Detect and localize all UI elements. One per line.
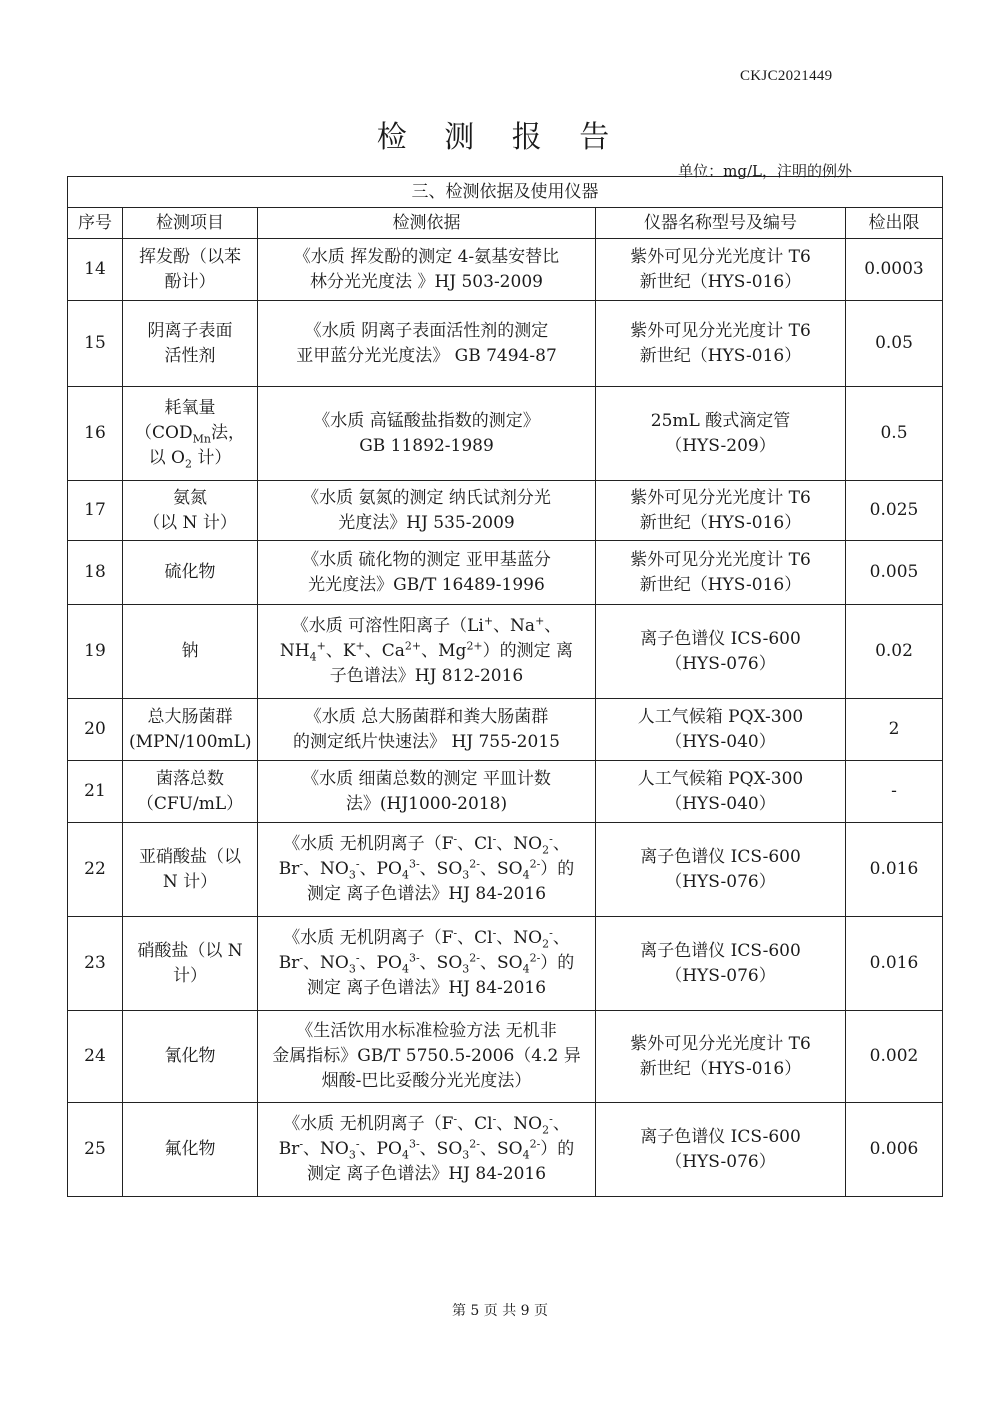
cell-basis: 《水质 无机阴离子（F-、Cl-、$NO_2^-$、 Br-、$NO_3^-$、$PO_4^{3-}$、$SO_3^{2-}$、$SO_4^{2-}$）的 测定 离子色谱法》HJ 84-2016 xyxy=(258,1103,596,1197)
cell-no: 22 xyxy=(68,823,123,917)
cell-instrument: 紫外可见分光光度计 T6 新世纪（HYS-016） xyxy=(596,541,846,605)
cell-basis: 《水质 无机阴离子（F-、Cl-、$NO_2^-$、 Br-、$NO_3^-$、$PO_4^{3-}$、$SO_3^{2-}$、$SO_4^{2-}$）的 测定 离子色谱法》HJ 84-2016 xyxy=(258,823,596,917)
cell-item: 阴离子表面 活性剂 xyxy=(123,301,258,387)
table-row xyxy=(68,1011,943,1103)
table-row xyxy=(68,917,943,1011)
cell-no: 25 xyxy=(68,1103,123,1197)
unit-note: 单位：mg/L，注明的例外 xyxy=(678,162,852,180)
cell-no: 16 xyxy=(68,387,123,481)
column-header-item: 检测项目 xyxy=(123,208,258,239)
cell-limit: 0.016 xyxy=(846,823,943,917)
cell-no: 18 xyxy=(68,541,123,605)
cell-no: 19 xyxy=(68,605,123,699)
cell-basis: 《水质 氨氮的测定 纳氏试剂分光 光度法》HJ 535-2009 xyxy=(258,481,596,541)
cell-limit: 0.006 xyxy=(846,1103,943,1197)
cell-limit: 0.5 xyxy=(846,387,943,481)
cell-no: 21 xyxy=(68,761,123,823)
table-row xyxy=(68,699,943,761)
cell-item: 挥发酚（以苯 酚计） xyxy=(123,239,258,301)
cell-no: 24 xyxy=(68,1011,123,1103)
cell-basis: 《水质 无机阴离子（F-、Cl-、$NO_2^-$、 Br-、$NO_3^-$、$PO_4^{3-}$、$SO_3^{2-}$、$SO_4^{2-}$）的 测定 离子色谱法》HJ 84-2016 xyxy=(258,917,596,1011)
cell-instrument: 紫外可见分光光度计 T6 新世纪（HYS-016） xyxy=(596,239,846,301)
cell-item: 耗氧量 （$COD_{Mn}$法， 以 $O_2$ 计） xyxy=(123,387,258,481)
cell-basis: 《水质 阴离子表面活性剂的测定 亚甲蓝分光光度法》 GB 7494-87 xyxy=(258,301,596,387)
cell-instrument: 离子色谱仪 ICS-600 （HYS-076） xyxy=(596,1103,846,1197)
cell-instrument: 人工气候箱 PQX-300 （HYS-040） xyxy=(596,761,846,823)
table-row xyxy=(68,761,943,823)
cell-limit: 0.05 xyxy=(846,301,943,387)
cell-item: 硫化物 xyxy=(123,541,258,605)
cell-instrument: 紫外可见分光光度计 T6 新世纪（HYS-016） xyxy=(596,1011,846,1103)
cell-item: 亚硝酸盐（以 N 计） xyxy=(123,823,258,917)
table-row xyxy=(68,541,943,605)
table-row xyxy=(68,1103,943,1197)
cell-instrument: 紫外可见分光光度计 T6 新世纪（HYS-016） xyxy=(596,301,846,387)
table-row xyxy=(68,481,943,541)
cell-item: 氰化物 xyxy=(123,1011,258,1103)
cell-no: 20 xyxy=(68,699,123,761)
cell-item: 氨氮 （以 N 计） xyxy=(123,481,258,541)
cell-no: 23 xyxy=(68,917,123,1011)
cell-basis: 《水质 挥发酚的测定 4-氨基安替比 林分光光度法 》HJ 503-2009 xyxy=(258,239,596,301)
detection-basis-table xyxy=(67,176,943,1197)
cell-limit: 0.02 xyxy=(846,605,943,699)
column-header-instrument: 仪器名称型号及编号 xyxy=(596,208,846,239)
section-title: 三、检测依据及使用仪器 xyxy=(68,177,943,208)
cell-item: 总大肠菌群 (MPN/100mL) xyxy=(123,699,258,761)
cell-limit: 0.0003 xyxy=(846,239,943,301)
cell-instrument: 人工气候箱 PQX-300 （HYS-040） xyxy=(596,699,846,761)
column-header-no: 序号 xyxy=(68,208,123,239)
table-header-row xyxy=(68,208,943,239)
cell-limit: - xyxy=(846,761,943,823)
cell-item: 硝酸盐（以 N 计） xyxy=(123,917,258,1011)
cell-instrument: 离子色谱仪 ICS-600 （HYS-076） xyxy=(596,823,846,917)
column-header-basis: 检测依据 xyxy=(258,208,596,239)
cell-instrument: 25mL 酸式滴定管 （HYS-209） xyxy=(596,387,846,481)
table-row xyxy=(68,823,943,917)
cell-limit: 0.002 xyxy=(846,1011,943,1103)
table-row xyxy=(68,605,943,699)
table-row xyxy=(68,387,943,481)
cell-limit: 0.005 xyxy=(846,541,943,605)
cell-basis: 《水质 硫化物的测定 亚甲基蓝分 光光度法》GB/T 16489-1996 xyxy=(258,541,596,605)
table-row xyxy=(68,239,943,301)
cell-basis: 《生活饮用水标准检验方法 无机非 金属指标》GB/T 5750.5-2006（4.2 异 烟酸-巴比妥酸分光光度法） xyxy=(258,1011,596,1103)
cell-basis: 《水质 高锰酸盐指数的测定》 GB 11892-1989 xyxy=(258,387,596,481)
page-footer: 第 5 页 共 9 页 xyxy=(451,1303,549,1319)
cell-item: 钠 xyxy=(123,605,258,699)
cell-limit: 0.016 xyxy=(846,917,943,1011)
cell-limit: 0.025 xyxy=(846,481,943,541)
cell-no: 15 xyxy=(68,301,123,387)
cell-no: 14 xyxy=(68,239,123,301)
column-header-limit: 检出限 xyxy=(846,208,943,239)
cell-item: 菌落总数 （CFU/mL） xyxy=(123,761,258,823)
cell-no: 17 xyxy=(68,481,123,541)
cell-basis: 《水质 细菌总数的测定 平皿计数 法》(HJ1000-2018) xyxy=(258,761,596,823)
cell-limit: 2 xyxy=(846,699,943,761)
cell-basis: 《水质 总大肠菌群和粪大肠菌群 的测定纸片快速法》 HJ 755-2015 xyxy=(258,699,596,761)
table-row xyxy=(68,301,943,387)
page-title: 检 测 报 告 xyxy=(376,120,624,155)
cell-instrument: 离子色谱仪 ICS-600 （HYS-076） xyxy=(596,917,846,1011)
report-number: CKJC2021449 xyxy=(740,68,833,84)
cell-basis: 《水质 可溶性阳离子（Li+、Na+、 $NH_4^+$、K+、$Ca^{2+}$、$Mg^{2+}$）的测定 离 子色谱法》HJ 812-2016 xyxy=(258,605,596,699)
cell-instrument: 离子色谱仪 ICS-600 （HYS-076） xyxy=(596,605,846,699)
cell-item: 氟化物 xyxy=(123,1103,258,1197)
cell-instrument: 紫外可见分光光度计 T6 新世纪（HYS-016） xyxy=(596,481,846,541)
